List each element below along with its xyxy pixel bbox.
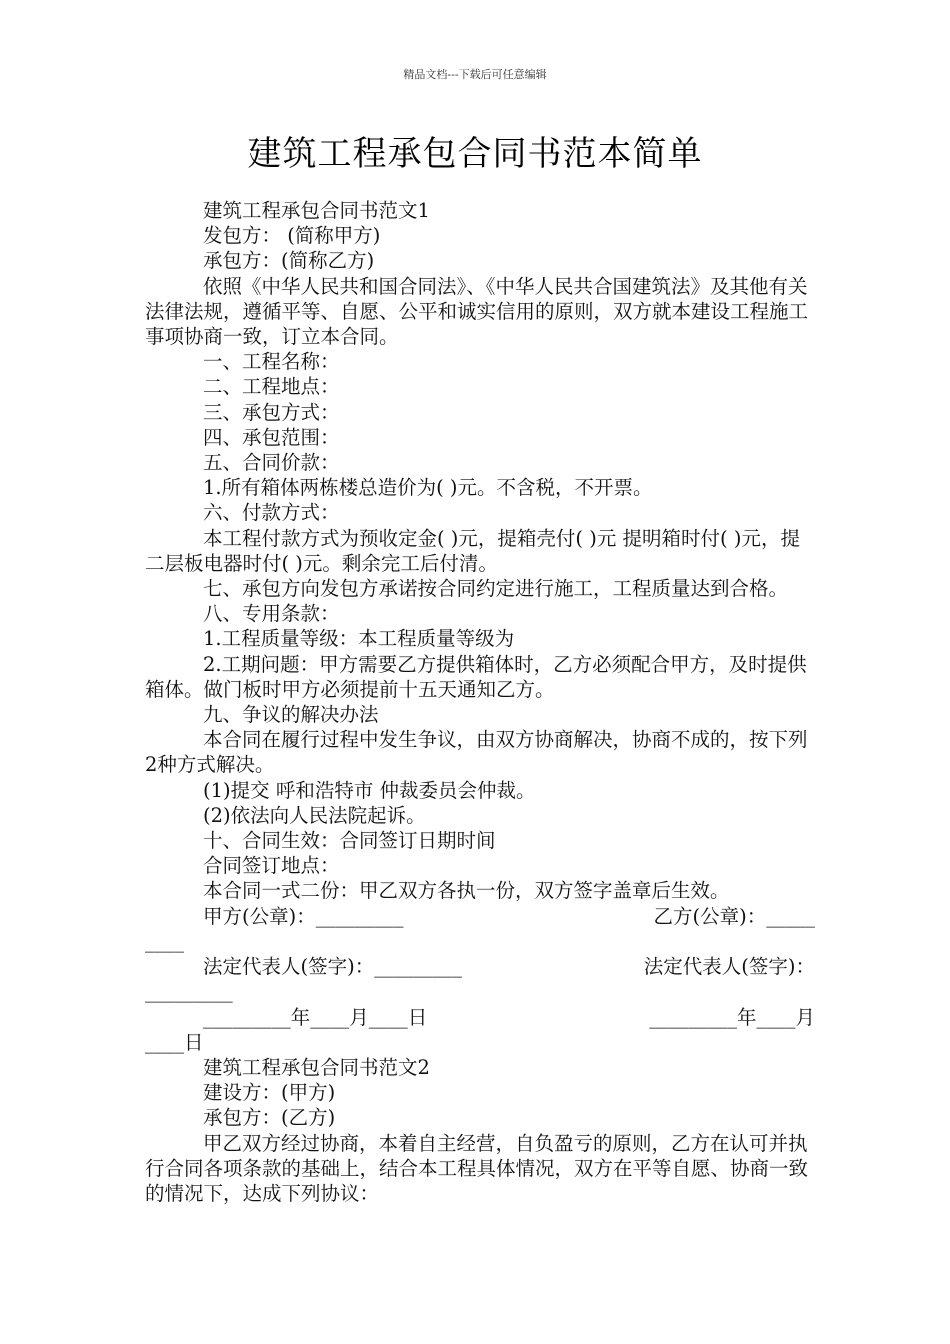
party-b-line: 承包方：(简称乙方) xyxy=(203,249,375,273)
signing-location: 合同签订地点： xyxy=(203,854,340,878)
schedule-issue: 2.工期问题：甲方需要乙方提供箱体时，乙方必须配合甲方，及时提供箱体。做门板时甲方必须提前十五天通知乙方。 xyxy=(145,652,807,701)
clause-dispute: 九、争议的解决办法 xyxy=(203,703,379,727)
representative-a: 法定代表人(签字)：_________ xyxy=(203,955,462,979)
party-a-seal: 甲方(公章)：_________ xyxy=(203,904,404,928)
builder-line: 建设方：(甲方) xyxy=(203,1081,336,1105)
representative-row xyxy=(145,954,815,979)
representative-b-continuation: _________ xyxy=(145,980,233,1004)
section-heading-2: 建筑工程承包合同书范文2 xyxy=(203,1055,430,1079)
date-b: _________年____月 xyxy=(649,1005,815,1029)
clause-contract-method: 三、承包方式： xyxy=(203,400,340,424)
dispute-detail: 本合同在履行过程中发生争议，由双方协商解决，协商不成的，按下列2种方式解决。 xyxy=(145,728,808,777)
date-a: _________年____月____日 xyxy=(203,1005,428,1029)
contractor-line: 承包方：(乙方) xyxy=(203,1106,336,1130)
document-body xyxy=(145,198,815,1206)
dispute-option-2: (2)依法向人民法院起诉。 xyxy=(203,803,426,827)
preamble-paragraph: 依照《中华人民共和国合同法》、《中华人民共合国建筑法》及其他有关法律法规，遵循平等、自愿、公平和诚实信用的原则，双方就本建设工程施工事项协商一致，订立本合同。 xyxy=(145,274,809,349)
party-b-seal: 乙方(公章)：_____ xyxy=(653,904,815,928)
party-b-seal-continuation: ____ xyxy=(145,929,184,953)
clause-project-name: 一、工程名称： xyxy=(203,350,340,374)
clause-commitment: 七、承包方向发包方承诺按合同约定进行施工，工程质量达到合格。 xyxy=(203,577,789,601)
clause-project-location: 二、工程地点： xyxy=(203,375,340,399)
quality-level: 1.工程质量等级：本工程质量等级为 xyxy=(203,627,515,651)
clause-contract-price: 五、合同价款： xyxy=(203,451,340,475)
copies-clause: 本合同一式二份：甲乙双方各执一份，双方签字盖章后生效。 xyxy=(203,879,730,903)
page-header: 精品文档---下载后可任意编辑 xyxy=(403,68,547,81)
clause-effective: 十、合同生效：合同签订日期时间 xyxy=(203,829,496,853)
date-b-continuation: ____日 xyxy=(145,1030,204,1054)
clause-special-terms: 八、专用条款： xyxy=(203,602,340,626)
clause-payment-method: 六、付款方式： xyxy=(203,501,340,525)
dispute-option-1: (1)提交 呼和浩特市 仲裁委员会仲裁。 xyxy=(203,778,536,802)
agreement-paragraph: 甲乙双方经过协商，本着自主经营，自负盈亏的原则，乙方在认可并执行合同各项条款的基础上，结合本工程具体情况，双方在平等自愿、协商一致的情况下，达成下列协议： xyxy=(145,1131,809,1205)
representative-b: 法定代表人(签字)： xyxy=(643,955,815,979)
price-detail: 1.所有箱体两栋楼总造价为( )元。不含税，不开票。 xyxy=(203,476,653,500)
party-a-line: 发包方： (简称甲方) xyxy=(203,224,381,248)
date-row xyxy=(145,1005,815,1030)
seal-row xyxy=(145,904,815,929)
payment-detail: 本工程付款方式为预收定金( )元，提箱壳付( )元 提明箱时付( )元，提二层板电器时付( )元。剩余完工后付清。 xyxy=(145,526,800,575)
section-heading: 建筑工程承包合同书范文1 xyxy=(203,199,430,222)
clause-contract-scope: 四、承包范围： xyxy=(203,425,340,449)
document-title: 建筑工程承包合同书范本简单 xyxy=(247,134,703,174)
